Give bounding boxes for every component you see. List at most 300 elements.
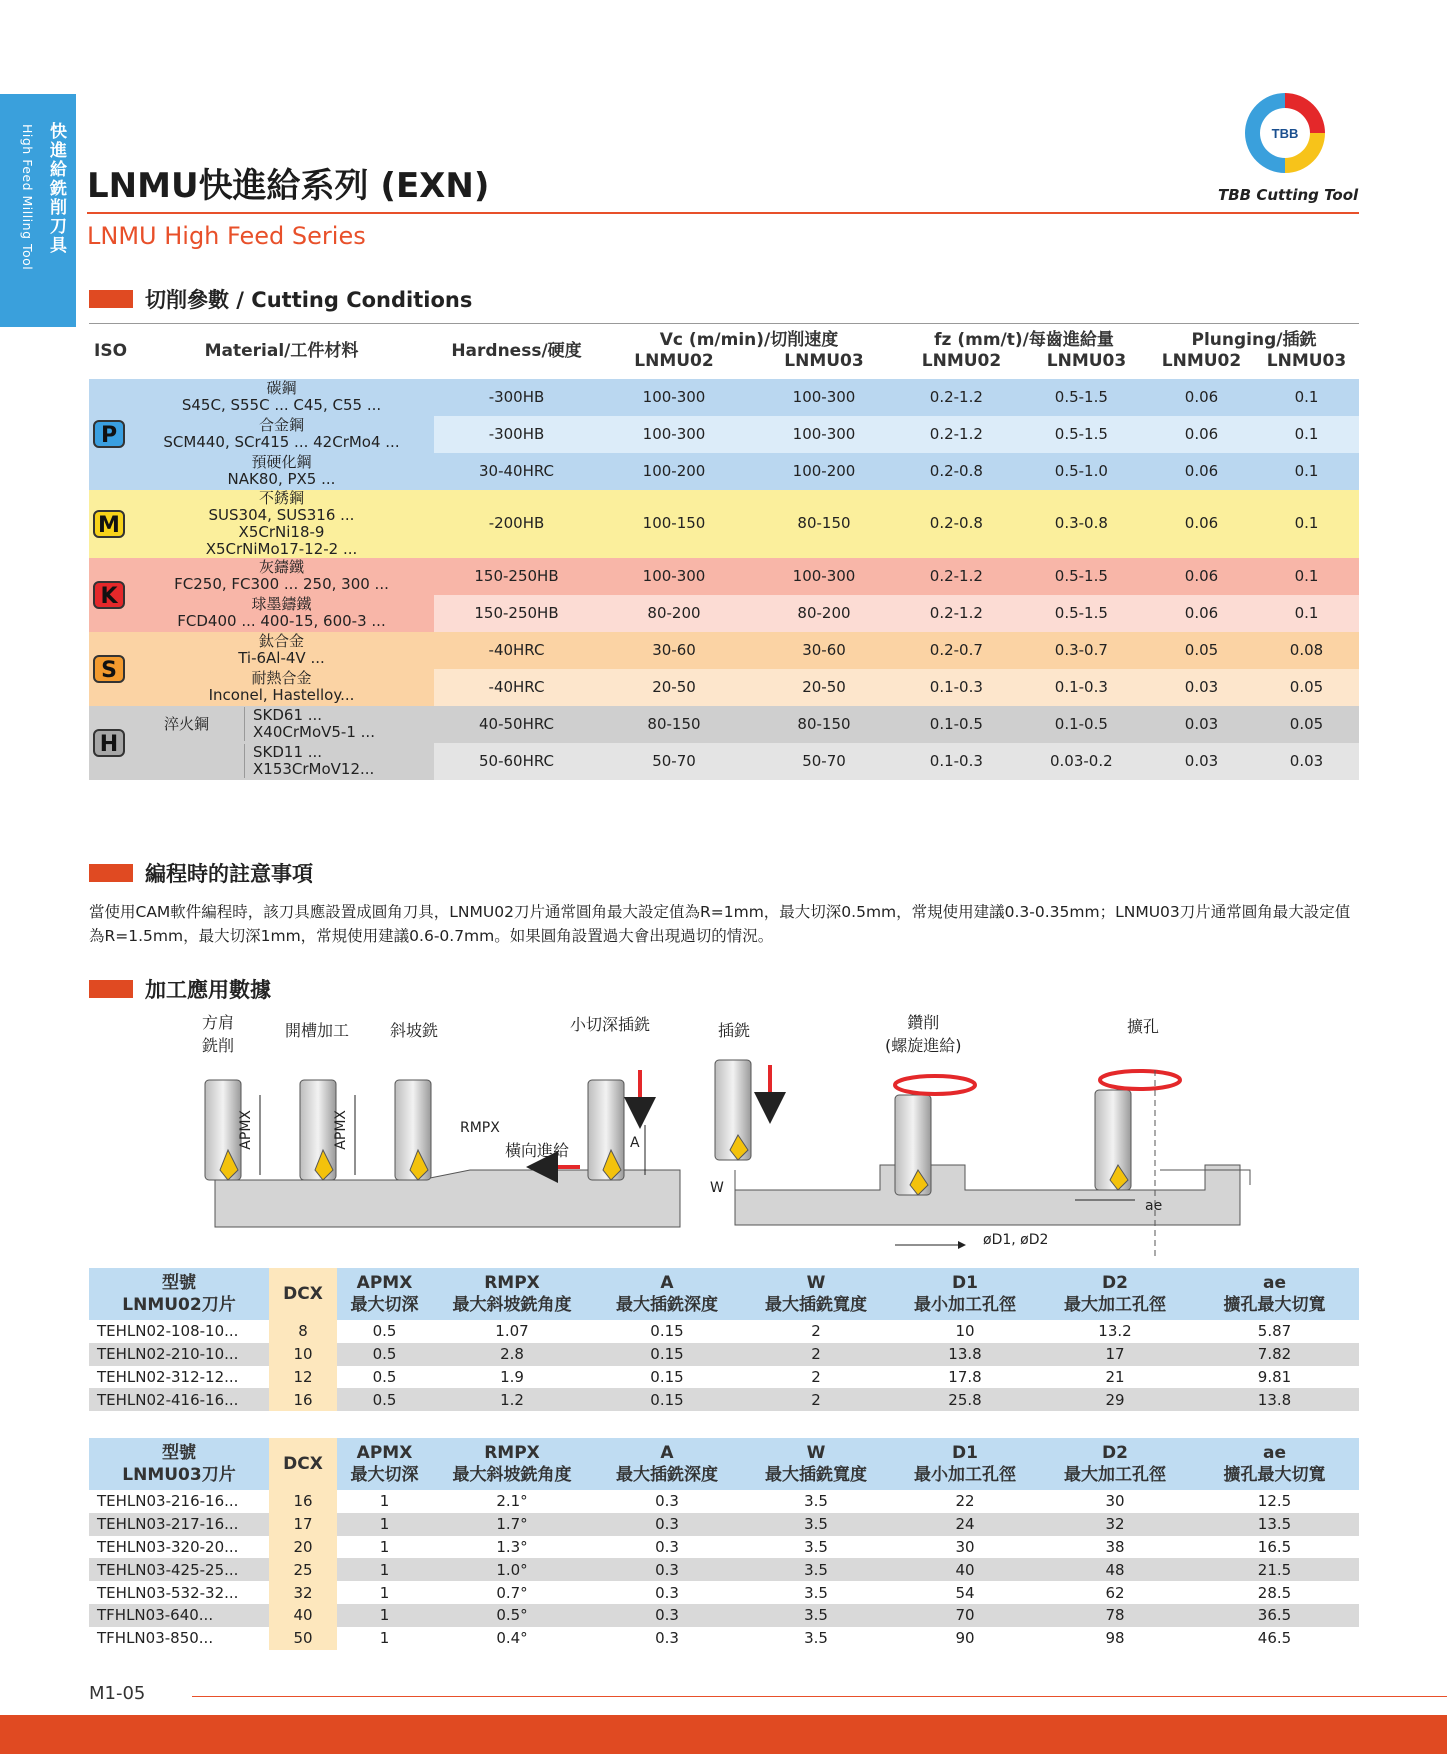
- cell-fz02: 0.2-0.8: [929, 461, 983, 480]
- model-cell: TEHLN02-210-10...: [89, 1343, 269, 1366]
- value-cell: 0.15: [650, 1322, 684, 1341]
- header-line: 最大插銑寬度: [765, 1465, 867, 1485]
- value-cell: 38: [1105, 1537, 1125, 1556]
- fz-lnmu02-header: LNMU02: [921, 351, 1002, 372]
- cell-fz03: 0.5-1.5: [1054, 424, 1108, 443]
- cell-pl03: 0.1: [1294, 387, 1319, 406]
- material-line: 灰鑄鐵: [258, 558, 304, 576]
- value-cell: 0.3: [655, 1629, 679, 1648]
- cutting-row: [89, 558, 1359, 595]
- cell-pl03: 0.1: [1294, 424, 1319, 443]
- material-cell: [129, 743, 434, 780]
- cell-vc02: 100-150: [642, 514, 706, 532]
- material-cell: [129, 453, 434, 490]
- cutting-conditions-table: [89, 323, 1359, 780]
- cell-vc03: 30-60: [802, 640, 846, 659]
- table-row: [89, 1366, 1359, 1389]
- header-col-1: [269, 1268, 337, 1320]
- cell-pl02: 0.06: [1184, 566, 1219, 585]
- value-cell: 0.3: [655, 1492, 679, 1511]
- value-cell: 7.82: [1190, 1343, 1359, 1366]
- footer-divider: [192, 1696, 1447, 1697]
- value-cell: 20: [269, 1536, 337, 1559]
- value-cell: 1: [379, 1583, 390, 1602]
- value-cell: 0.3: [655, 1583, 679, 1602]
- value-cell: 0.15: [592, 1388, 742, 1411]
- cell-vc03: 100-300: [792, 424, 856, 443]
- cell-fz03: 0.1-0.3: [1054, 677, 1108, 696]
- header-line: 最大加工孔徑: [1064, 1465, 1166, 1485]
- value-cell: 16.5: [1257, 1537, 1292, 1556]
- value-cell: 2.8: [432, 1343, 592, 1366]
- cell-fz03: 0.5-1.5: [1054, 566, 1108, 585]
- value-cell: 1.2: [432, 1388, 592, 1411]
- material-line: S45C, S55C ... C45, C55 ...: [181, 396, 382, 414]
- fz-header-label: fz (mm/t)/每齒進給量: [934, 330, 1114, 351]
- value-cell: 13.2: [1098, 1322, 1132, 1341]
- header-line: 最大插銑深度: [616, 1295, 718, 1315]
- table-row: [89, 1581, 1359, 1604]
- cell-pl02: 0.03: [1184, 751, 1219, 770]
- value-cell: 1.07: [495, 1322, 529, 1341]
- vc-header: [599, 324, 899, 379]
- cell-pl02: 0.06: [1184, 603, 1219, 622]
- material-line: Inconel, Hastelloy...: [208, 686, 355, 704]
- header-col-5: [742, 1438, 890, 1490]
- value-cell: 0.3: [592, 1558, 742, 1581]
- value-cell: 1.0°: [432, 1558, 592, 1581]
- header-col-4: [592, 1268, 742, 1320]
- tool-shoulder: [205, 1080, 241, 1180]
- label-d1d2: øD1, øD2: [983, 1232, 1049, 1248]
- label-plunge: 插銑: [718, 1021, 751, 1040]
- cell-vc03: 80-150: [797, 714, 851, 733]
- value-cell: 0.5: [372, 1367, 397, 1386]
- label-lateral-feed: 橫向進給: [505, 1141, 570, 1160]
- cell-pl02: 0.03: [1184, 677, 1219, 696]
- table-row: [89, 1513, 1359, 1536]
- value-cell: 1.3°: [496, 1537, 528, 1556]
- header-col-6: [890, 1438, 1040, 1490]
- value-cell: 0.3: [655, 1537, 679, 1556]
- table-row: [89, 1604, 1359, 1627]
- value-cell: 1: [379, 1629, 390, 1648]
- cell-fz03: 0.5-1.5: [1054, 387, 1108, 406]
- cell-fz02: 0.1-0.3: [929, 751, 983, 770]
- header-line: 最大斜坡銑角度: [452, 1465, 572, 1485]
- iso-cell-h: [89, 706, 129, 780]
- value-cell: 70: [890, 1604, 1040, 1627]
- section-app-heading: [89, 976, 271, 1002]
- material-line: 鈦合金: [258, 632, 304, 650]
- iso-cell-s: [89, 632, 129, 706]
- header-line: D1: [952, 1273, 978, 1293]
- cell-fz02: 0.1-0.3: [929, 677, 983, 696]
- tool-small-plunge: [588, 1080, 624, 1180]
- value-cell: 30: [955, 1537, 975, 1556]
- material-line: X5CrNiMo17-12-2 ...: [205, 539, 358, 558]
- cell-fz03: 0.1-0.5: [1054, 714, 1108, 733]
- value-cell: 30: [1105, 1492, 1125, 1511]
- value-cell: 1: [379, 1537, 390, 1556]
- label-ae: ae: [1145, 1198, 1163, 1214]
- lnmu02-data-table: [89, 1268, 1359, 1411]
- fz-header: [899, 324, 1149, 379]
- table-row: [89, 1490, 1359, 1513]
- cell-hardness: 150-250HB: [474, 566, 559, 585]
- fz-lnmu03-header: LNMU03: [1046, 351, 1127, 372]
- cell-vc02: 80-150: [647, 714, 701, 733]
- cell-hardness: -200HB: [488, 514, 545, 532]
- value-cell: 1: [337, 1558, 432, 1581]
- iso-cell-k: [89, 558, 129, 632]
- iso-badge-h: H: [93, 729, 125, 757]
- cell-vc03: 80-150: [797, 514, 851, 532]
- cell-pl02: 0.05: [1184, 640, 1219, 659]
- cell-hardness: -40HRC: [488, 640, 545, 659]
- section-app-title: 加工應用數據: [145, 978, 271, 1002]
- material-line: 球墨鑄鐵: [251, 595, 312, 613]
- model-cell: TFHLN03-640...: [89, 1604, 269, 1627]
- value-cell: 0.15: [650, 1367, 684, 1386]
- header-col-0: [89, 1438, 269, 1490]
- header-line: ae: [1262, 1273, 1286, 1293]
- cell-pl03: 0.05: [1289, 677, 1324, 696]
- iso-badge-k: K: [93, 581, 125, 609]
- iso-header: ISO: [94, 340, 128, 361]
- value-cell: 48: [1040, 1558, 1190, 1581]
- table-row: [89, 1536, 1359, 1559]
- value-cell: 16: [269, 1388, 337, 1411]
- header-line: DCX: [283, 1284, 323, 1304]
- value-cell: 24: [890, 1513, 1040, 1536]
- section-cutting-heading: [89, 286, 472, 312]
- cell-fz02: 0.2-0.7: [929, 640, 983, 659]
- value-cell: 3.5: [804, 1537, 828, 1556]
- label-slot: 開槽加工: [285, 1021, 350, 1040]
- label-ramp: 斜坡銑: [390, 1021, 439, 1040]
- cell-pl03: 0.08: [1289, 640, 1324, 659]
- value-cell: 0.4°: [496, 1629, 528, 1648]
- cell-fz02: 0.2-0.8: [929, 514, 983, 532]
- cutting-row: [89, 743, 1359, 780]
- application-diagram: [180, 1010, 1260, 1260]
- cell-pl03: 0.1: [1294, 566, 1319, 585]
- tbb-logo: [1240, 88, 1330, 178]
- cell-fz02: 0.1-0.5: [929, 714, 983, 733]
- value-cell: 28.5: [1257, 1583, 1292, 1602]
- plunging-header: [1149, 324, 1359, 379]
- header-col-8: [1190, 1438, 1359, 1490]
- header-line: W: [806, 1273, 826, 1293]
- header-col-6: [890, 1268, 1040, 1320]
- value-cell: 1: [337, 1604, 432, 1627]
- header-col-7: [1040, 1438, 1190, 1490]
- cell-fz03: 0.03-0.2: [1050, 751, 1113, 770]
- cell-pl02: 0.06: [1184, 424, 1219, 443]
- model-cell: TEHLN03-216-16...: [97, 1492, 239, 1511]
- header-line: 最大插銑深度: [616, 1465, 718, 1485]
- cell-vc02: 100-300: [642, 566, 706, 585]
- cell-pl03: 0.05: [1289, 714, 1324, 733]
- header-line: ae: [1262, 1443, 1286, 1463]
- cell-vc03: 100-200: [792, 461, 856, 480]
- material-line: SKD11 ...: [253, 743, 323, 761]
- cell-hardness: 50-60HRC: [478, 751, 554, 770]
- value-cell: 17: [269, 1513, 337, 1536]
- page-number: M1-05: [89, 1683, 146, 1704]
- value-cell: 3.5: [804, 1583, 828, 1602]
- material-cell: [129, 669, 434, 706]
- header-line: 最大切深: [350, 1295, 419, 1315]
- lnmu02-table-header: [89, 1268, 1359, 1320]
- header-line: 最小加工孔徑: [914, 1295, 1016, 1315]
- material-line: X5CrNi18-9: [238, 522, 325, 541]
- cutting-table-body: [89, 379, 1359, 780]
- iso-badge-m: M: [93, 510, 125, 538]
- model-cell: TEHLN03-217-16...: [89, 1513, 269, 1536]
- cell-pl02: 0.06: [1184, 461, 1219, 480]
- cell-pl02: 0.06: [1184, 387, 1219, 406]
- material-line: NAK80, PX5 ...: [227, 470, 336, 488]
- material-line: X40CrMoV5-1 ...: [253, 723, 375, 741]
- value-cell: 2: [742, 1388, 890, 1411]
- cell-vc02: 100-300: [642, 424, 706, 443]
- cell-vc03: 100-300: [792, 387, 856, 406]
- tool-plunge: [715, 1060, 751, 1160]
- cell-fz03: 0.5-1.0: [1054, 461, 1108, 480]
- value-cell: 0.5: [337, 1343, 432, 1366]
- cutting-row: [89, 669, 1359, 706]
- header-col-5: [742, 1268, 890, 1320]
- lnmu03-data-table: [89, 1438, 1359, 1650]
- cell-fz02: 0.2-1.2: [929, 387, 983, 406]
- value-cell: 32: [1040, 1513, 1190, 1536]
- model-cell: TEHLN03-320-20...: [97, 1537, 239, 1556]
- header-line: 最大加工孔徑: [1064, 1295, 1166, 1315]
- lnmu02-table-body: [89, 1320, 1359, 1411]
- hardness-header: Hardness/硬度: [451, 340, 582, 361]
- value-cell: 0.3: [592, 1604, 742, 1627]
- header-line: 型號: [162, 1443, 196, 1463]
- cell-hardness: 30-40HRC: [478, 461, 554, 480]
- value-cell: 1.7°: [432, 1513, 592, 1536]
- value-cell: 3.5: [742, 1604, 890, 1627]
- section-notes-title: 編程時的註意事項: [145, 862, 313, 886]
- value-cell: 12.5: [1257, 1492, 1292, 1511]
- side-tab-en: High Feed Milling Tool: [20, 124, 35, 271]
- page-subtitle: LNMU High Feed Series: [87, 222, 366, 250]
- cell-vc02: 30-60: [652, 640, 696, 659]
- header-line: 擴孔最大切寬: [1223, 1465, 1326, 1485]
- header-col-4: [592, 1438, 742, 1490]
- value-cell: 25: [269, 1558, 337, 1581]
- cell-hardness: -300HB: [488, 387, 545, 406]
- header-line: 擴孔最大切寬: [1223, 1295, 1326, 1315]
- pl-lnmu02-header: LNMU02: [1161, 351, 1242, 372]
- header-col-1: [269, 1438, 337, 1490]
- cell-fz03: 0.3-0.7: [1054, 640, 1108, 659]
- material-header: Material/工件材料: [204, 340, 359, 361]
- iso-badge-s: S: [93, 655, 125, 683]
- header-line: D2: [1102, 1443, 1128, 1463]
- cell-fz03: 0.3-0.8: [1054, 514, 1108, 532]
- lnmu03-table-body: [89, 1490, 1359, 1650]
- header-line: D2: [1102, 1273, 1128, 1293]
- value-cell: 0.5°: [432, 1604, 592, 1627]
- value-cell: 1: [337, 1513, 432, 1536]
- iso-cell-m: [89, 490, 129, 558]
- value-cell: 0.5: [337, 1388, 432, 1411]
- value-cell: 2: [811, 1322, 821, 1341]
- header-col-0: [89, 1268, 269, 1320]
- material-line: 不銹鋼: [258, 488, 304, 507]
- tool-helical: [895, 1095, 931, 1195]
- cell-vc02: 20-50: [652, 677, 696, 696]
- header-line: 最大斜坡銑角度: [452, 1295, 572, 1315]
- value-cell: 9.81: [1257, 1367, 1292, 1386]
- table-row: [89, 1558, 1359, 1581]
- header-line: LNMU02刀片: [122, 1295, 236, 1315]
- material-line: 碳鋼: [266, 379, 297, 397]
- cell-vc03: 80-200: [797, 603, 851, 622]
- label-apmx-2: APMX: [333, 1110, 349, 1150]
- value-cell: 8: [269, 1320, 337, 1343]
- model-cell: TEHLN03-532-32...: [97, 1583, 239, 1602]
- cutting-row: [89, 416, 1359, 453]
- plunging-header-label: Plunging/插銑: [1191, 330, 1317, 351]
- cell-pl03: 0.1: [1294, 461, 1319, 480]
- value-cell: 0.3: [592, 1513, 742, 1536]
- value-cell: 78: [1040, 1604, 1190, 1627]
- model-cell: TEHLN02-312-12...: [97, 1367, 239, 1386]
- material-line: SKD61 ...: [253, 706, 323, 724]
- header-col-2: [337, 1438, 432, 1490]
- material-line: 合金鋼: [258, 416, 304, 434]
- cutting-row: [89, 453, 1359, 490]
- cell-fz02: 0.2-1.2: [929, 424, 983, 443]
- header-line: RMPX: [484, 1273, 540, 1293]
- material-line: X153CrMoV12...: [253, 760, 375, 778]
- cell-hardness: -40HRC: [488, 677, 545, 696]
- header-col-8: [1190, 1268, 1359, 1320]
- label-a: A: [630, 1135, 640, 1151]
- cell-vc03: 50-70: [802, 751, 846, 770]
- header-line: D1: [952, 1443, 978, 1463]
- header-line: DCX: [283, 1454, 323, 1474]
- model-cell: TEHLN02-108-10...: [97, 1322, 239, 1341]
- table-row: [89, 1343, 1359, 1366]
- cutting-row: [89, 632, 1359, 669]
- header-col-2: [337, 1268, 432, 1320]
- material-line: 耐熱合金: [251, 669, 312, 687]
- cell-fz02: 0.2-1.2: [929, 603, 983, 622]
- vc-lnmu03-header: LNMU03: [784, 351, 864, 372]
- tool-slot: [300, 1080, 336, 1180]
- model-cell: TFHLN03-850...: [97, 1629, 214, 1648]
- value-cell: 1: [379, 1492, 390, 1511]
- value-cell: 21: [1105, 1367, 1125, 1386]
- value-cell: 17.8: [948, 1367, 982, 1386]
- value-cell: 16: [269, 1490, 337, 1513]
- tool-ramp: [395, 1080, 431, 1180]
- value-cell: 36.5: [1190, 1604, 1359, 1627]
- cell-pl03: 0.1: [1294, 514, 1319, 532]
- cell-vc03: 20-50: [802, 677, 846, 696]
- value-cell: 29: [1040, 1388, 1190, 1411]
- material-cell: [129, 595, 434, 632]
- value-cell: 17: [1040, 1343, 1190, 1366]
- header-line: A: [660, 1273, 674, 1293]
- material-line: SCM440, SCr415 ... 42CrMo4 ...: [163, 433, 400, 451]
- programming-notes-text: 當使用CAM軟件編程時，該刀具應設置成圓角刀具，LNMU02刀片通常圓角最大設定值為R=1mm，最大切深0.5mm，常規使用建議0.3-0.35mm；LNMU03刀片通常圓角最大設定值為R=1.5mm，最大切深1mm，常規使用建議0.6-0.7mm。如果圓角設置過大會出現過切的情況。: [89, 903, 1351, 945]
- table-row: [89, 1388, 1359, 1411]
- value-cell: 3.5: [804, 1492, 828, 1511]
- label-rmpx: RMPX: [460, 1120, 500, 1136]
- logo-badge: TBB: [1271, 126, 1299, 141]
- cell-fz02: 0.2-1.2: [929, 566, 983, 585]
- value-cell: 13.8: [1190, 1388, 1359, 1411]
- value-cell: 2: [811, 1367, 821, 1386]
- cell-hardness: 150-250HB: [474, 603, 559, 622]
- brand-name: TBB Cutting Tool: [1218, 186, 1359, 204]
- value-cell: 10: [955, 1322, 975, 1341]
- label-ream: 擴孔: [1127, 1017, 1160, 1036]
- cell-vc02: 100-300: [642, 387, 706, 406]
- value-cell: 13.5: [1190, 1513, 1359, 1536]
- value-cell: 22: [955, 1492, 975, 1511]
- header-col-3: [432, 1438, 592, 1490]
- value-cell: 2.1°: [496, 1492, 528, 1511]
- vc-lnmu02-header: LNMU02: [634, 351, 714, 372]
- cell-hardness: -300HB: [488, 424, 545, 443]
- header-line: A: [660, 1443, 674, 1463]
- value-cell: 46.5: [1257, 1629, 1292, 1648]
- cutting-row: [89, 490, 1359, 558]
- material-cell: [129, 706, 434, 743]
- cutting-table-header: [89, 324, 1359, 379]
- value-cell: 50: [269, 1627, 337, 1650]
- header-line: 最大切深: [350, 1465, 419, 1485]
- section-notes-heading: [89, 860, 313, 886]
- header-line: LNMU03刀片: [122, 1465, 236, 1485]
- value-cell: 90: [955, 1629, 975, 1648]
- pl-lnmu03-header: LNMU03: [1266, 351, 1347, 372]
- cell-vc03: 100-300: [792, 566, 856, 585]
- footer-band: [0, 1715, 1447, 1754]
- cell-fz03: 0.5-1.5: [1054, 603, 1108, 622]
- material-line: SUS304, SUS316 ...: [208, 505, 355, 524]
- value-cell: 40: [269, 1604, 337, 1627]
- cell-hardness: 40-50HRC: [478, 714, 554, 733]
- header-line: RMPX: [484, 1443, 540, 1463]
- material-line: FCD400 ... 400-15, 600-3 ...: [177, 612, 386, 630]
- value-cell: 25.8: [890, 1388, 1040, 1411]
- material-line: Ti-6Al-4V ...: [238, 649, 325, 667]
- cell-vc02: 50-70: [652, 751, 696, 770]
- table-row: [89, 1627, 1359, 1650]
- side-tab-zh: 快進給銑削刀具: [46, 122, 66, 255]
- value-cell: 13.8: [890, 1343, 1040, 1366]
- cutting-row: [89, 706, 1359, 743]
- model-cell: TEHLN03-425-25...: [89, 1558, 269, 1581]
- header-line: APMX: [356, 1443, 413, 1463]
- lnmu03-table-header: [89, 1438, 1359, 1490]
- value-cell: 1.9: [500, 1367, 524, 1386]
- header-col-7: [1040, 1268, 1190, 1320]
- material-group-label: 淬火鋼: [163, 714, 209, 733]
- page-title: LNMU快進給系列 (EXN): [87, 166, 490, 206]
